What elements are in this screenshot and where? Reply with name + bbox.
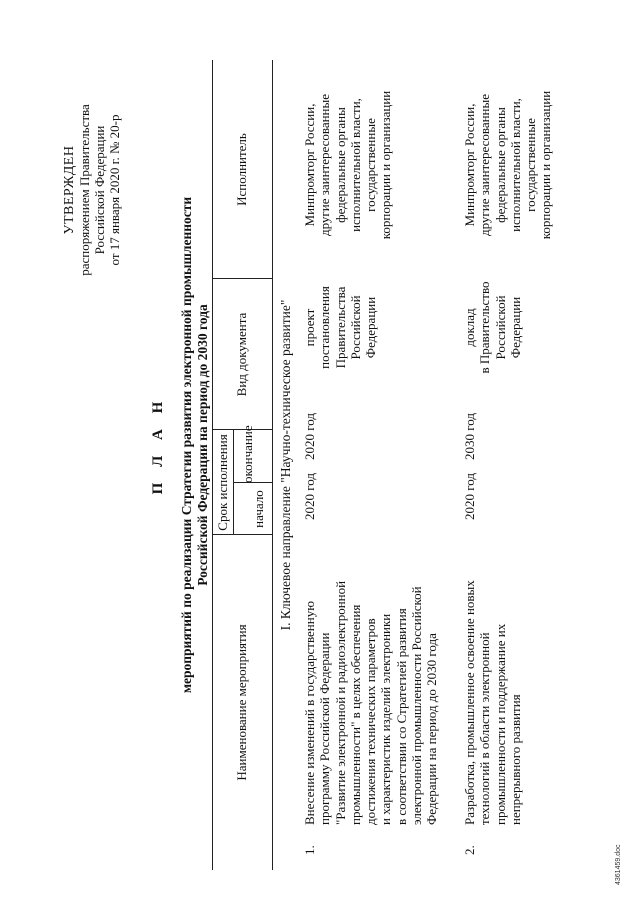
approval-line-2: Российской Федерации xyxy=(92,125,107,255)
header-term: Срок исполнения xyxy=(215,434,230,531)
name-line: достижения технических параметров xyxy=(363,618,379,825)
name-line: программу Российской Федерации xyxy=(317,632,333,825)
name-line: Внесение изменений в государственную xyxy=(302,601,317,825)
exec-line: корпорации и организации xyxy=(538,90,554,240)
exec-line: Минпромторг России, xyxy=(462,103,477,227)
name-line: электронной промышленности Российской xyxy=(409,586,425,825)
row-number: 1. xyxy=(302,845,317,855)
table-header-bottom-border xyxy=(272,60,273,870)
name-line: непрерывного развития xyxy=(507,694,523,825)
approval-line-1: распоряжением Правительства xyxy=(77,104,92,276)
name-line: "Развитие электронной и радиоэлектронной xyxy=(332,580,348,825)
doc-line: Российской xyxy=(347,295,363,360)
doc-line: в Правительство xyxy=(477,281,493,374)
row-measure-name xyxy=(462,550,523,825)
header-end: окончание xyxy=(240,425,255,483)
document-file-code: 4361459.doc xyxy=(615,844,622,885)
exec-line: исполнительной власти, xyxy=(507,98,523,232)
doc-line: постановления xyxy=(317,286,333,369)
table-top-border xyxy=(212,60,213,870)
header-name: Наименование мероприятия xyxy=(234,624,249,781)
row-number: 2. xyxy=(462,845,477,855)
header-executor: Исполнитель xyxy=(234,133,249,206)
row-doc-type xyxy=(462,270,523,385)
doc-line: Российской xyxy=(492,295,508,360)
doc-line: Федерации xyxy=(363,296,379,359)
doc-line: Федерации xyxy=(507,296,523,359)
approval-stamp xyxy=(62,70,122,310)
row-end: 2020 год xyxy=(302,413,317,460)
doc-line: Правительства xyxy=(332,286,348,369)
exec-line: федеральные органы xyxy=(492,107,508,223)
exec-line: другие заинтересованные xyxy=(317,93,333,237)
exec-line: Минпромторг России, xyxy=(302,103,317,227)
name-line: промышленности и поддержание их xyxy=(492,623,508,825)
plan-subtitle-line-1: мероприятий по реализации Стратегии развития электронной промышленности xyxy=(179,196,194,694)
name-line: промышленности" в целях обеспечения xyxy=(347,604,363,825)
exec-line: корпорации и организации xyxy=(378,90,394,240)
table-row xyxy=(302,65,447,855)
section-heading: I. Ключевое направление "Научно-техническое развитие" xyxy=(278,299,293,631)
header-doc-type: Вид документа xyxy=(234,312,249,397)
name-line: и характеристик изделий электроники xyxy=(378,613,394,825)
exec-line: исполнительной власти, xyxy=(347,98,363,232)
approval-line-3: от 17 января 2020 г. № 20-р xyxy=(107,114,122,266)
row-executor xyxy=(302,70,394,260)
plan-title xyxy=(150,95,211,795)
doc-line: доклад xyxy=(462,308,477,347)
plan-heading: П Л А Н xyxy=(150,395,166,495)
row-measure-name xyxy=(302,550,440,825)
header-start: начало xyxy=(251,490,266,528)
exec-line: другие заинтересованные xyxy=(477,93,493,237)
exec-line: государственные xyxy=(363,118,379,212)
name-line: Разработка, промышленное освоение новых xyxy=(462,580,477,825)
row-start: 2020 год xyxy=(302,473,317,520)
doc-line: проект xyxy=(302,308,317,347)
name-line: технологий в области электронной xyxy=(477,632,493,825)
name-line: в соответствии со Стратегией развития xyxy=(393,608,409,825)
row-executor xyxy=(462,70,554,260)
name-line: Федерации на период до 2030 года xyxy=(424,633,440,825)
row-end: 2030 год xyxy=(462,413,477,460)
row-start: 2020 год xyxy=(462,473,477,520)
approval-heading: УТВЕРЖДЕН xyxy=(62,145,77,235)
plan-subtitle-line-2: Российской Федерации на период до 2030 года xyxy=(195,304,210,586)
table-row xyxy=(462,65,562,855)
exec-line: государственные xyxy=(523,118,539,212)
exec-line: федеральные органы xyxy=(332,107,348,223)
row-doc-type xyxy=(302,270,378,385)
